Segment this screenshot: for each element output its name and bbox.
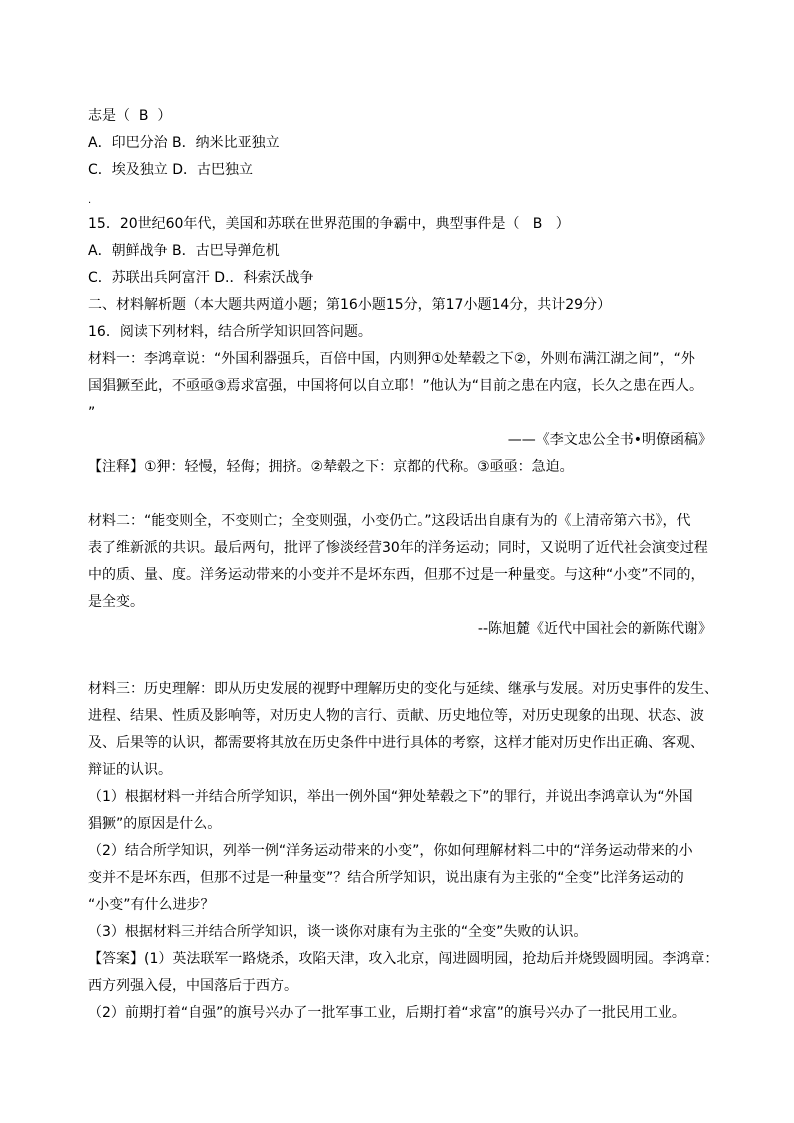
question-3: （3）根据材料三并结合所学知识，谈一谈你对康有为主张的“全变”失败的认识。 — [88, 924, 588, 940]
material-two-line1: 材料二：“能变则全，不变则亡；全变则强，小变仍亡。”这段话出自康有为的《上清帝第六书》，代 — [88, 513, 691, 529]
question-2-line3: “小变”有什么进步？ — [88, 897, 215, 913]
question-1-line1: （1）根据材料一并结合所学知识，举出一例外国“狎处辇毂之下”的罪行，并说出李鸿章认为“外国 — [88, 789, 693, 805]
material-three-line4: 辩证的认识。 — [88, 762, 172, 778]
answer-1-line1: 【答案】(1）英法联军一路烧杀，攻陷天津，攻入北京，闯进圆明园，抢劫后并烧毁圆明园。李鸿章： — [88, 951, 719, 967]
stray-dot: . — [88, 195, 92, 206]
material-three-line2: 进程、结果、性质及影响等，对历史人物的言行、贡献、历史地位等，对历史现象的出现、状态、波 — [88, 708, 704, 724]
q14-stem-end: 志是（ B ） — [88, 108, 172, 124]
material-three-line3: 及、后果等的认识，都需要将其放在历史条件中进行具体的考察，这样才能对历史作出正确、客观、 — [88, 735, 704, 751]
material-one-line3: ” — [88, 405, 96, 421]
annotation-note: 【注释】①狎：轻慢，轻侮；拥挤。②辇毂之下：京都的代称。③亟亟：急迫。 — [88, 459, 574, 475]
material-one-line1: 材料一：李鸿章说：“外国利器强兵，百倍中国，内则狎①处辇毂之下②，外则布满江湖之间”，“外 — [88, 351, 695, 367]
q15-options-cd: C．苏联出兵阿富汗 D.．科索沃战争 — [88, 270, 314, 286]
q14-options-ab: A．印巴分治 B．纳米比亚独立 — [88, 135, 280, 151]
q16-intro: 16．阅读下列材料，结合所学知识回答问题。 — [88, 324, 372, 340]
answer-1-line2: 西方列强入侵，中国落后于西方。 — [88, 978, 298, 994]
question-1-line2: 猖獗”的原因是什么。 — [88, 816, 222, 832]
material-two-line4: 是全变。 — [88, 594, 144, 610]
material-one-line2: 国猖獗至此，不亟亟③焉求富强，中国将何以自立耶！”他认为“目前之患在内寇，长久之患在西人。 — [88, 378, 704, 394]
question-2-line1: （2）结合所学知识，列举一例“洋务运动带来的小变”，你如何理解材料二中的“洋务运动带来的小 — [88, 843, 693, 859]
material-one-source: ——《李文忠公全书•明僚函稿》 — [507, 432, 712, 448]
q14-options-cd: C．埃及独立 D．古巴独立 — [88, 162, 254, 178]
answer-2: （2）前期打着“自强”的旗号兴办了一批军事工业，后期打着“求富”的旗号兴办了一批民用工业。 — [88, 1005, 686, 1021]
material-two-source: --陈旭麓《近代中国社会的新陈代谢》 — [477, 621, 712, 637]
section-heading: 二、材料解析题（本大题共两道小题；第16小题15分，第17小题14分，共计29分） — [88, 297, 612, 313]
material-two-line2: 表了维新派的共识。最后两句，批评了惨淡经营30年的洋务运动；同时，又说明了近代社会演变过程 — [88, 540, 708, 556]
material-three-line1: 材料三：历史理解：即从历史发展的视野中理解历史的变化与延续、继承与发展。对历史事件的发生、 — [88, 681, 718, 697]
q15-options-ab: A．朝鲜战争 B．古巴导弹危机 — [88, 243, 280, 259]
question-2-line2: 变并不是坏东西，但那不过是一种量变”？结合所学知识，说出康有为主张的“全变”比洋务运动的 — [88, 870, 684, 886]
material-two-line3: 中的质、量、度。洋务运动带来的小变并不是坏东西，但那不过是一种量变。与这种“小变”不同的， — [88, 567, 705, 583]
q15-stem: 15．20世纪60年代，美国和苏联在世界范围的争霸中，典型事件是（ B ） — [88, 216, 570, 232]
